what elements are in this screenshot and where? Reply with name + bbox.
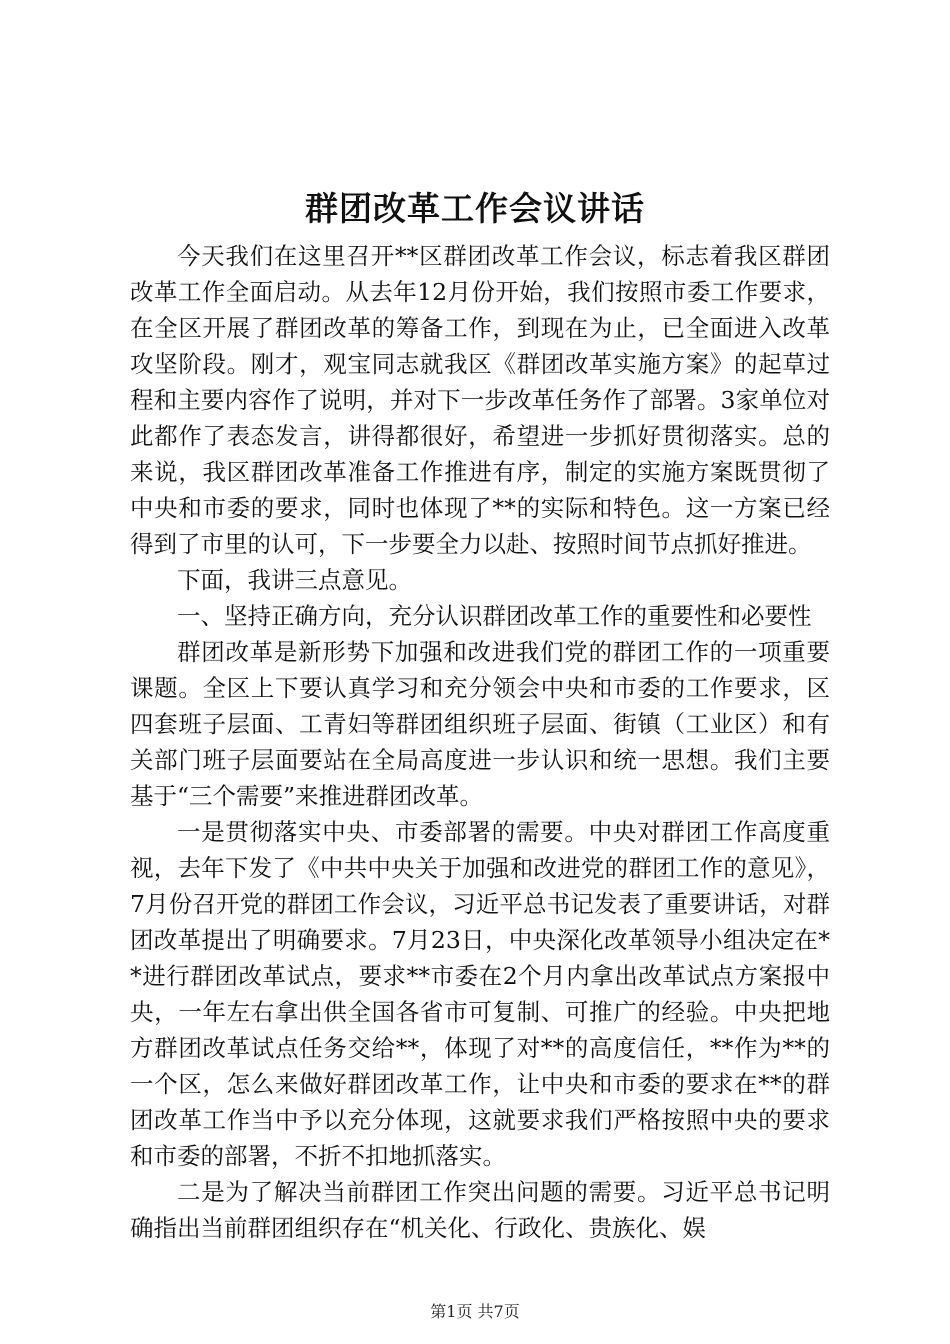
paragraph-three-points: 下面，我讲三点意见。 [177, 566, 412, 594]
paragraph-reform-importance: 群团改革是新形势下加强和改进我们党的群团工作的一项重要课题。全区上下要认真学习和充分领会中央和市委的工作要求，区四套班子层面、工青妇等群团组织班子层面、街镇（工业区）和有关部门班子层面要站在全局高度进一步认识和统一思想。我们主要基于“三个需要”来推进群团改革。 [130, 638, 830, 810]
paragraph-need-1: 一是贯彻落实中央、市委部署的需要。中央对群团工作高度重视，去年下发了《中共中央关于加强和改进党的群团工作的意见》，7月份召开党的群团工作会议，习近平总书记发表了重要讲话，对群团改革提出了明确要求。7月23日，中央深化改革领导小组决定在**进行群团改革试点，要求**市委在2个月内拿出改革试点方案报中央，一年左右拿出供全国各省市可复制、可推广的经验。中央把地方群团改革试点任务交给**，体现了对**的高度信任，**作为**的一个区，怎么来做好群团改革工作，让中央和市委的要求在**的群团改革工作当中予以充分体现，这就要求我们严格按照中央的要求和市委的部署，不折不扣地抓落实。 [130, 818, 830, 1170]
section-heading-1: 一、坚持正确方向，充分认识群团改革工作的重要性和必要性 [177, 602, 812, 630]
document-body [130, 238, 830, 1246]
page-footer: 第1页 共7页 [430, 1302, 520, 1321]
document-title: 群团改革工作会议讲话 [305, 189, 645, 228]
paragraph-intro: 今天我们在这里召开**区群团改革工作会议，标志着我区群团改革工作全面启动。从去年12月份开始，我们按照市委工作要求，在全区开展了群团改革的筹备工作，到现在为止，已全面进入改革攻坚阶段。刚才，观宝同志就我区《群团改革实施方案》的起草过程和主要内容作了说明，并对下一步改革任务作了部署。3家单位对此都作了表态发言，讲得都很好，希望进一步抓好贯彻落实。总的来说，我区群团改革准备工作推进有序，制定的实施方案既贯彻了中央和市委的要求，同时也体现了**的实际和特色。这一方案已经得到了市里的认可，下一步要全力以赴、按照时间节点抓好推进。 [130, 242, 830, 558]
paragraph-need-2: 二是为了解决当前群团工作突出问题的需要。习近平总书记明确指出当前群团组织存在“机关化、行政化、贵族化、娱 [130, 1178, 830, 1242]
